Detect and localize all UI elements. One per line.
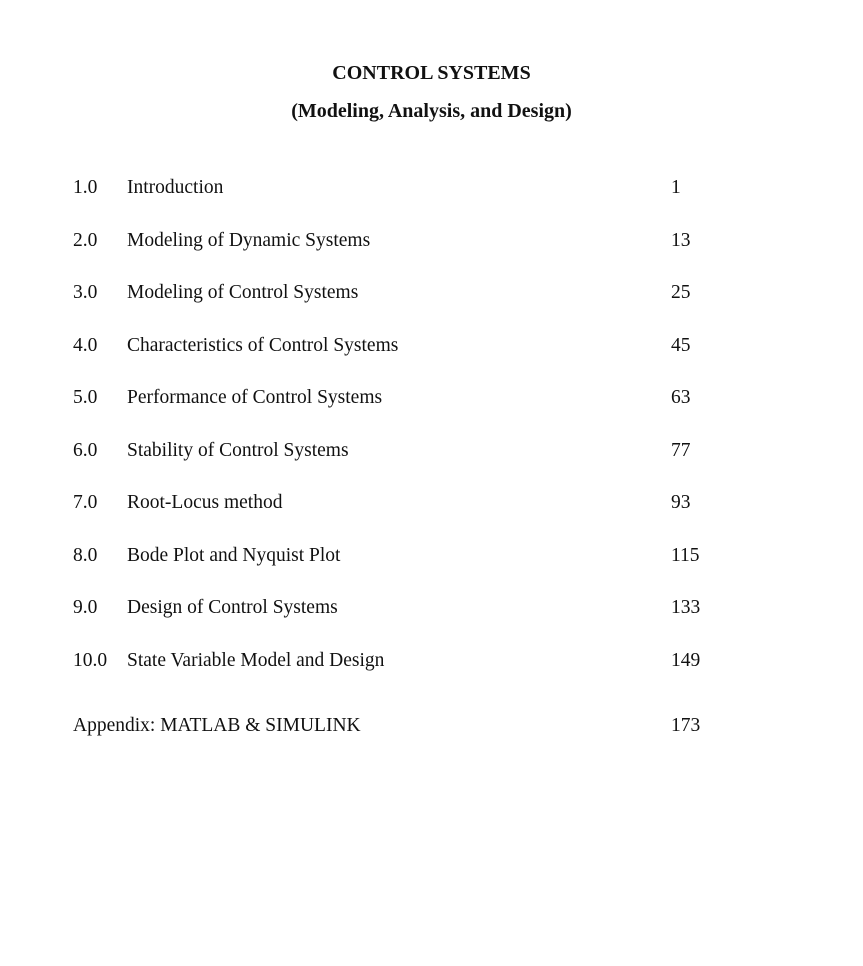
toc-entry-title: Performance of Control Systems (127, 387, 383, 408)
toc-entry (0, 228, 863, 254)
toc-entry-title: Modeling of Control Systems (127, 282, 359, 303)
toc-entry-page: 77 (671, 440, 691, 461)
toc-appendix-title: Appendix: MATLAB & SIMULINK (73, 715, 361, 736)
toc-entry (0, 490, 863, 516)
toc-entry-page: 93 (671, 492, 691, 513)
toc-entry (0, 280, 863, 306)
toc-entry-number: 9.0 (73, 597, 98, 618)
toc-entry-number: 10.0 (73, 650, 108, 671)
toc-entry-number: 4.0 (73, 335, 98, 356)
document-subtitle: (Modeling, Analysis, and Design) (291, 100, 572, 122)
toc-appendix-page: 173 (671, 715, 701, 736)
toc-entry-page: 13 (671, 230, 691, 251)
toc-entry (0, 175, 863, 201)
toc-entry (0, 648, 863, 674)
toc-entry-page: 149 (671, 650, 701, 671)
toc-entry-number: 2.0 (73, 230, 98, 251)
toc-entry-number: 3.0 (73, 282, 98, 303)
toc-entry-number: 7.0 (73, 492, 98, 513)
toc-entry-page: 45 (671, 335, 691, 356)
toc-entry-number: 1.0 (73, 177, 98, 198)
toc-entry (0, 385, 863, 411)
toc-entry (0, 438, 863, 464)
toc-entry-page: 63 (671, 387, 691, 408)
toc-entry (0, 595, 863, 621)
toc-entry-title: Root-Locus method (127, 492, 283, 513)
toc-entry-title: Stability of Control Systems (127, 440, 349, 461)
toc-entry (0, 543, 863, 569)
toc-entry-page: 25 (671, 282, 691, 303)
toc-entry-title: Characteristics of Control Systems (127, 335, 399, 356)
toc-entry-number: 5.0 (73, 387, 98, 408)
toc-entry (0, 333, 863, 359)
toc-entry-title: Introduction (127, 177, 224, 198)
toc-entry-title: Design of Control Systems (127, 597, 338, 618)
toc-entry-number: 6.0 (73, 440, 98, 461)
toc-entry-page: 1 (671, 177, 681, 198)
toc-entry-page: 115 (671, 545, 700, 566)
toc-appendix (0, 713, 863, 739)
toc-entry-number: 8.0 (73, 545, 98, 566)
toc-entry-title: State Variable Model and Design (127, 650, 385, 671)
toc-entry-title: Modeling of Dynamic Systems (127, 230, 371, 251)
toc-entry-title: Bode Plot and Nyquist Plot (127, 545, 341, 566)
toc-entry-page: 133 (671, 597, 701, 618)
document-title: CONTROL SYSTEMS (332, 62, 531, 84)
